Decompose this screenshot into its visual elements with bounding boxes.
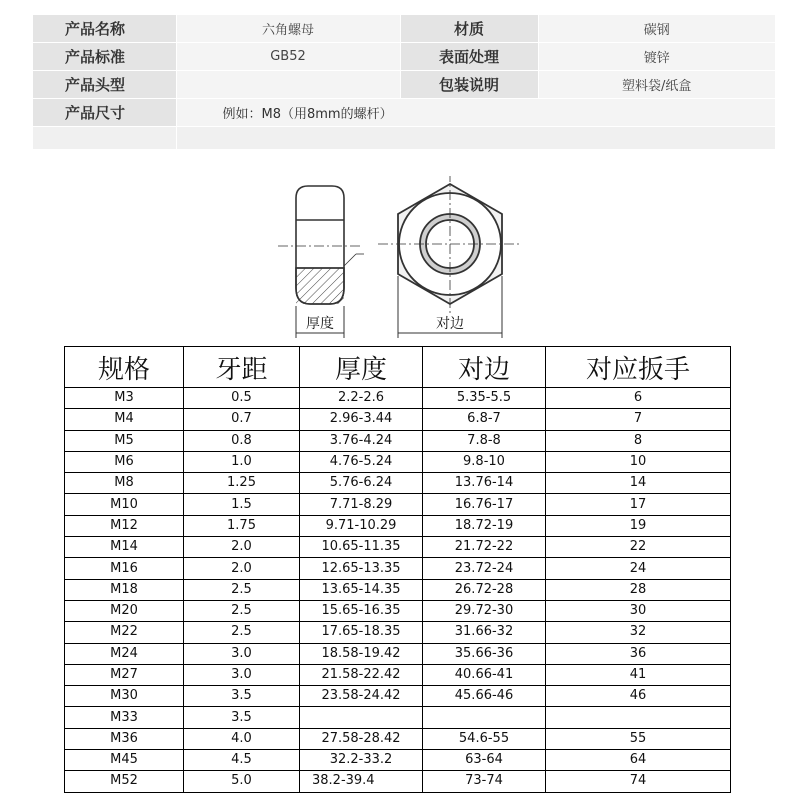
cell-thickness: 4.76-5.24 xyxy=(300,451,423,472)
product-info-table xyxy=(33,15,775,150)
table-row xyxy=(65,451,731,472)
table-row xyxy=(65,579,731,600)
info-label: 产品名称 xyxy=(33,15,176,43)
cell-across-flats: 5.35-5.5 xyxy=(423,388,546,409)
cell-thickness: 10.65-11.35 xyxy=(300,537,423,558)
cell-thickness: 12.65-13.35 xyxy=(300,558,423,579)
cell-pitch: 0.7 xyxy=(184,409,300,430)
info-value: 镀锌 xyxy=(538,43,775,71)
cell-size: M24 xyxy=(65,643,184,664)
cell-across-flats: 73-74 xyxy=(423,771,546,792)
cell-thickness: 2.96-3.44 xyxy=(300,409,423,430)
cell-wrench: 74 xyxy=(546,771,731,792)
cell-pitch: 3.5 xyxy=(184,707,300,728)
cell-thickness: 3.76-4.24 xyxy=(300,430,423,451)
info-row-head xyxy=(33,71,775,99)
info-value xyxy=(176,71,400,99)
cell-size: M5 xyxy=(65,430,184,451)
cell-pitch: 1.5 xyxy=(184,494,300,515)
table-row xyxy=(65,388,731,409)
cell-size: M22 xyxy=(65,622,184,643)
cell-across-flats: 13.76-14 xyxy=(423,473,546,494)
cell-wrench: 6 xyxy=(546,388,731,409)
cell-pitch: 2.5 xyxy=(184,622,300,643)
cell-wrench: 46 xyxy=(546,686,731,707)
cell-across-flats: 7.8-8 xyxy=(423,430,546,451)
info-spacer-cell xyxy=(176,127,775,150)
cell-wrench: 14 xyxy=(546,473,731,494)
cell-across-flats xyxy=(423,707,546,728)
cell-pitch: 2.5 xyxy=(184,600,300,621)
table-row xyxy=(65,707,731,728)
info-value: 例如：M8（用8mm的螺杆） xyxy=(176,99,775,127)
cell-pitch: 3.5 xyxy=(184,686,300,707)
table-row xyxy=(65,622,731,643)
table-row xyxy=(65,409,731,430)
info-row-name xyxy=(33,15,775,43)
table-row xyxy=(65,750,731,771)
cell-wrench: 10 xyxy=(546,451,731,472)
cell-size: M8 xyxy=(65,473,184,494)
thickness-label: 厚度 xyxy=(306,316,334,332)
table-row xyxy=(65,771,731,792)
cell-across-flats: 31.66-32 xyxy=(423,622,546,643)
info-label: 包装说明 xyxy=(400,71,538,99)
header-thickness: 厚度 xyxy=(300,347,423,388)
cell-across-flats: 54.6-55 xyxy=(423,728,546,749)
cell-across-flats: 35.66-36 xyxy=(423,643,546,664)
cell-pitch: 4.5 xyxy=(184,750,300,771)
cell-across-flats: 26.72-28 xyxy=(423,579,546,600)
across-flats-label: 对边 xyxy=(436,316,464,332)
table-row xyxy=(65,686,731,707)
table-row xyxy=(65,473,731,494)
cell-across-flats: 18.72-19 xyxy=(423,515,546,536)
cell-pitch: 0.8 xyxy=(184,430,300,451)
table-row xyxy=(65,430,731,451)
cell-pitch: 1.75 xyxy=(184,515,300,536)
cell-thickness: 2.2-2.6 xyxy=(300,388,423,409)
table-row xyxy=(65,558,731,579)
cell-thickness: 18.58-19.42 xyxy=(300,643,423,664)
header-across-flats: 对边 xyxy=(423,347,546,388)
cell-across-flats: 45.66-46 xyxy=(423,686,546,707)
cell-across-flats: 16.76-17 xyxy=(423,494,546,515)
cell-thickness: 21.58-22.42 xyxy=(300,664,423,685)
cell-size: M6 xyxy=(65,451,184,472)
cell-thickness: 15.65-16.35 xyxy=(300,600,423,621)
cell-across-flats: 6.8-7 xyxy=(423,409,546,430)
cell-thickness: 5.76-6.24 xyxy=(300,473,423,494)
cell-size: M12 xyxy=(65,515,184,536)
hex-nut-drawing xyxy=(270,176,520,342)
cell-across-flats: 40.66-41 xyxy=(423,664,546,685)
cell-pitch: 0.5 xyxy=(184,388,300,409)
cell-across-flats: 9.8-10 xyxy=(423,451,546,472)
cell-size: M36 xyxy=(65,728,184,749)
cell-size: M3 xyxy=(65,388,184,409)
cell-size: M45 xyxy=(65,750,184,771)
cell-pitch: 2.0 xyxy=(184,558,300,579)
spec-header-row xyxy=(65,347,731,388)
header-pitch: 牙距 xyxy=(184,347,300,388)
table-row xyxy=(65,664,731,685)
cell-wrench: 55 xyxy=(546,728,731,749)
info-label: 产品尺寸 xyxy=(33,99,176,127)
cell-across-flats: 29.72-30 xyxy=(423,600,546,621)
cell-thickness: 32.2-33.2 xyxy=(300,750,423,771)
cell-wrench: 24 xyxy=(546,558,731,579)
cell-wrench: 22 xyxy=(546,537,731,558)
table-row xyxy=(65,515,731,536)
cell-wrench: 64 xyxy=(546,750,731,771)
cell-wrench: 30 xyxy=(546,600,731,621)
cell-pitch: 4.0 xyxy=(184,728,300,749)
spec-body xyxy=(65,388,731,793)
cell-wrench: 7 xyxy=(546,409,731,430)
cell-size: M30 xyxy=(65,686,184,707)
cell-size: M20 xyxy=(65,600,184,621)
info-value: 塑料袋/纸盒 xyxy=(538,71,775,99)
nut-top-view xyxy=(378,176,520,338)
info-row-standard xyxy=(33,43,775,71)
cell-size: M27 xyxy=(65,664,184,685)
cell-pitch: 5.0 xyxy=(184,771,300,792)
cell-wrench: 19 xyxy=(546,515,731,536)
cell-wrench: 41 xyxy=(546,664,731,685)
cell-thickness xyxy=(300,707,423,728)
cell-pitch: 3.0 xyxy=(184,664,300,685)
cell-pitch: 1.25 xyxy=(184,473,300,494)
cell-across-flats: 21.72-22 xyxy=(423,537,546,558)
cell-size: M33 xyxy=(65,707,184,728)
header-wrench: 对应扳手 xyxy=(546,347,731,388)
info-label: 表面处理 xyxy=(400,43,538,71)
info-label: 产品头型 xyxy=(33,71,176,99)
cell-thickness: 7.71-8.29 xyxy=(300,494,423,515)
info-row-size xyxy=(33,99,775,127)
cell-thickness: 38.2-39.4 xyxy=(300,771,423,792)
cell-thickness: 27.58-28.42 xyxy=(300,728,423,749)
header-size: 规格 xyxy=(65,347,184,388)
cell-size: M18 xyxy=(65,579,184,600)
spec-table xyxy=(64,346,731,793)
info-label: 材质 xyxy=(400,15,538,43)
table-row xyxy=(65,643,731,664)
cell-wrench xyxy=(546,707,731,728)
cell-pitch: 3.0 xyxy=(184,643,300,664)
cell-across-flats: 63-64 xyxy=(423,750,546,771)
cell-size: M4 xyxy=(65,409,184,430)
cell-across-flats: 23.72-24 xyxy=(423,558,546,579)
table-row xyxy=(65,600,731,621)
cell-size: M52 xyxy=(65,771,184,792)
cell-wrench: 36 xyxy=(546,643,731,664)
cell-pitch: 1.0 xyxy=(184,451,300,472)
cell-size: M10 xyxy=(65,494,184,515)
cell-wrench: 17 xyxy=(546,494,731,515)
info-spacer-cell xyxy=(33,127,176,150)
cell-thickness: 23.58-24.42 xyxy=(300,686,423,707)
cell-wrench: 32 xyxy=(546,622,731,643)
table-row xyxy=(65,728,731,749)
cell-wrench: 8 xyxy=(546,430,731,451)
cell-thickness: 17.65-18.35 xyxy=(300,622,423,643)
cell-pitch: 2.0 xyxy=(184,537,300,558)
cell-wrench: 28 xyxy=(546,579,731,600)
cell-thickness: 13.65-14.35 xyxy=(300,579,423,600)
cell-size: M16 xyxy=(65,558,184,579)
cell-size: M14 xyxy=(65,537,184,558)
info-value: GB52 xyxy=(176,43,400,71)
table-row xyxy=(65,537,731,558)
cell-thickness: 9.71-10.29 xyxy=(300,515,423,536)
info-value: 六角螺母 xyxy=(176,15,400,43)
info-label: 产品标准 xyxy=(33,43,176,71)
cell-pitch: 2.5 xyxy=(184,579,300,600)
info-row-spacer xyxy=(33,127,775,150)
table-row xyxy=(65,494,731,515)
info-value: 碳钢 xyxy=(538,15,775,43)
